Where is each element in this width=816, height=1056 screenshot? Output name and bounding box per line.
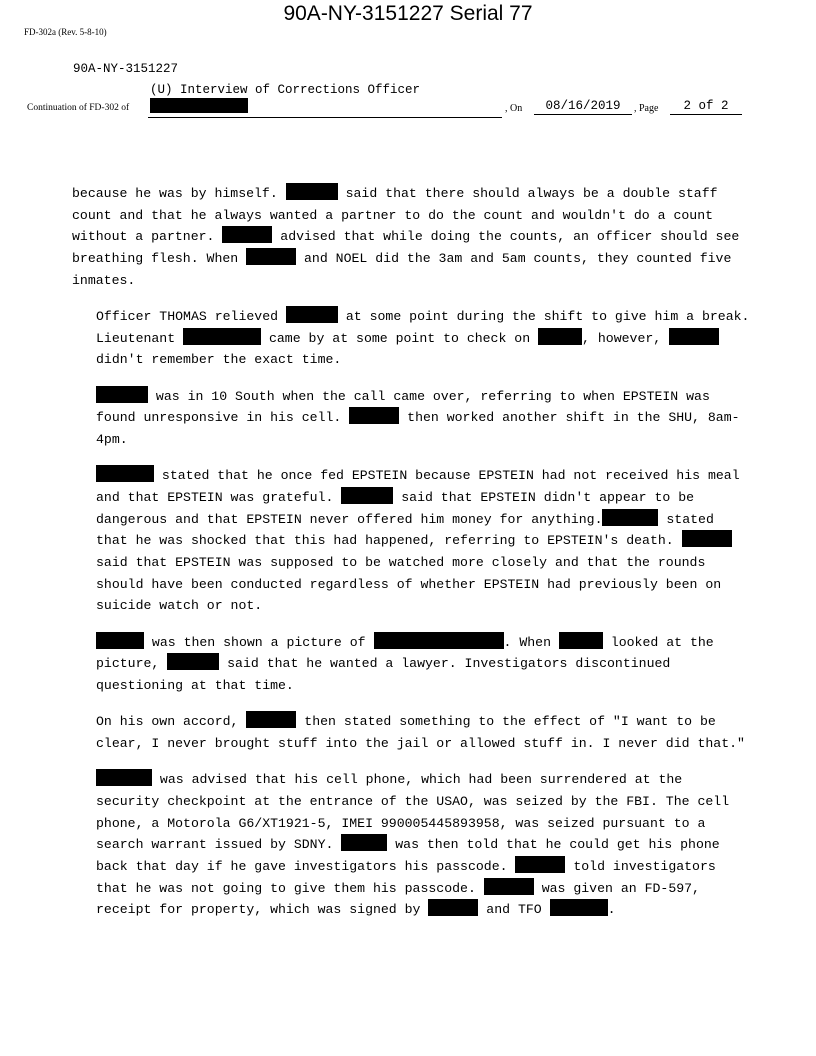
- redaction-block: [96, 386, 148, 403]
- redaction-block: [484, 878, 534, 895]
- paragraph-text: advised that while doing the counts, an officer should see breathing flesh. When: [72, 229, 740, 267]
- redaction-block: [150, 98, 248, 113]
- paragraph: [72, 465, 752, 617]
- paragraph: [72, 183, 752, 292]
- redaction-block: [222, 226, 272, 243]
- redaction-block: [96, 769, 152, 786]
- paragraph-text: didn't remember the exact time.: [96, 352, 342, 368]
- redaction-block: [183, 328, 261, 345]
- paragraph-text: because he was by himself.: [72, 186, 286, 201]
- redaction-block: [167, 653, 219, 670]
- paragraph-text: told investigators that he was not going to give them his passcode.: [96, 858, 716, 896]
- interview-date: 08/16/2019: [534, 99, 632, 115]
- paragraph-text: .: [607, 902, 616, 918]
- redaction-block: [246, 711, 296, 728]
- redaction-block: [341, 487, 393, 504]
- paragraph-text: was then shown a picture of: [144, 634, 374, 650]
- paragraph-text: Officer THOMAS relieved: [96, 309, 286, 325]
- redaction-block: [341, 834, 387, 851]
- paragraph-text: stated that he once fed EPSTEIN because EPSTEIN had not received his meal and that EPSTEIN was grateful.: [96, 468, 740, 505]
- redaction-block: [286, 306, 338, 323]
- redaction-block: [428, 899, 478, 916]
- paragraph-text: said that he wanted a lawyer. Investigators discontinued questioning at that time.: [96, 656, 671, 694]
- paragraph-text: said that EPSTEIN was supposed to be watched more closely and that the rounds should have been conducted regardless of whether EPSTEIN had previously been on suicide watch or not.: [96, 555, 722, 614]
- paragraph: [72, 306, 752, 371]
- redaction-block: [96, 465, 154, 482]
- redaction-block: [602, 509, 658, 526]
- paragraph: [72, 711, 752, 754]
- paragraph: [72, 386, 752, 451]
- paragraph-text: , however,: [582, 330, 670, 346]
- form-id: FD-302a (Rev. 5-8-10): [24, 27, 107, 37]
- paragraph: [72, 769, 752, 921]
- redaction-block: [374, 632, 504, 649]
- paragraph-text: stated that he was shocked that this had happened, referring to EPSTEIN's death.: [96, 511, 714, 549]
- paragraph-text: then stated something to the effect of "I want to be clear, I never brought stuff into the jail or allowed stuff in. I never did that.": [96, 714, 745, 751]
- caption: (U) Interview of Corrections Officer: [150, 83, 421, 97]
- paragraph-text: was given an FD-597, receipt for property, which was signed by: [96, 880, 700, 918]
- paragraph: [72, 632, 752, 697]
- document-body: [72, 183, 752, 936]
- continuation-line: [148, 117, 502, 118]
- paragraph-text: and TFO: [478, 902, 550, 918]
- paragraph-text: On his own accord,: [96, 714, 247, 730]
- continuation-label: Continuation of FD-302 of: [27, 103, 130, 113]
- redaction-block: [669, 328, 719, 345]
- redaction-block: [349, 407, 399, 424]
- redaction-block: [515, 856, 565, 873]
- paragraph-text: then worked another shift in the SHU, 8am-4pm.: [96, 410, 740, 448]
- redaction-block: [550, 899, 608, 916]
- redaction-block: [246, 248, 296, 265]
- paragraph-text: was advised that his cell phone, which had been surrendered at the security checkpoint at the entrance of the USAO, was seized by the FBI. The cell phone, a Motorola G6/XT1921-5, IMEI 990005445893958, was seized pursuant to a search warrant issued by SDNY.: [96, 772, 730, 853]
- redaction-block: [538, 328, 582, 345]
- paragraph-text: said that there should always be a double staff count and that he always wanted a partner to do the count and wouldn't do a count without a partner.: [72, 186, 718, 245]
- file-number: 90A-NY-3151227: [73, 62, 179, 76]
- paragraph-text: at some point during the shift to give him a break. Lieutenant: [96, 309, 750, 346]
- serial-title: 90A-NY-3151227 Serial 77: [283, 2, 533, 25]
- paragraph-text: came by at some point to check on: [261, 330, 539, 346]
- paragraph-text: said that EPSTEIN didn't appear to be dangerous and that EPSTEIN never offered him money for anything.: [96, 489, 695, 527]
- redaction-block: [682, 530, 732, 547]
- paragraph-text: looked at the picture,: [96, 634, 714, 672]
- page-label: , Page: [634, 103, 659, 114]
- redaction-block: [96, 632, 144, 649]
- redaction-block: [559, 632, 603, 649]
- paragraph-text: was then told that he could get his phone back that day if he gave investigators his passcode.: [96, 837, 720, 874]
- redaction-block: [286, 183, 338, 200]
- page-number: 2 of 2: [670, 99, 742, 115]
- paragraph-text: was in 10 South when the call came over, referring to when EPSTEIN was found unresponsive in his cell.: [96, 388, 710, 426]
- on-label: , On: [505, 103, 523, 114]
- paragraph-text: and NOEL did the 3am and 5am counts, they counted five inmates.: [72, 251, 732, 288]
- paragraph-text: . When: [503, 634, 559, 650]
